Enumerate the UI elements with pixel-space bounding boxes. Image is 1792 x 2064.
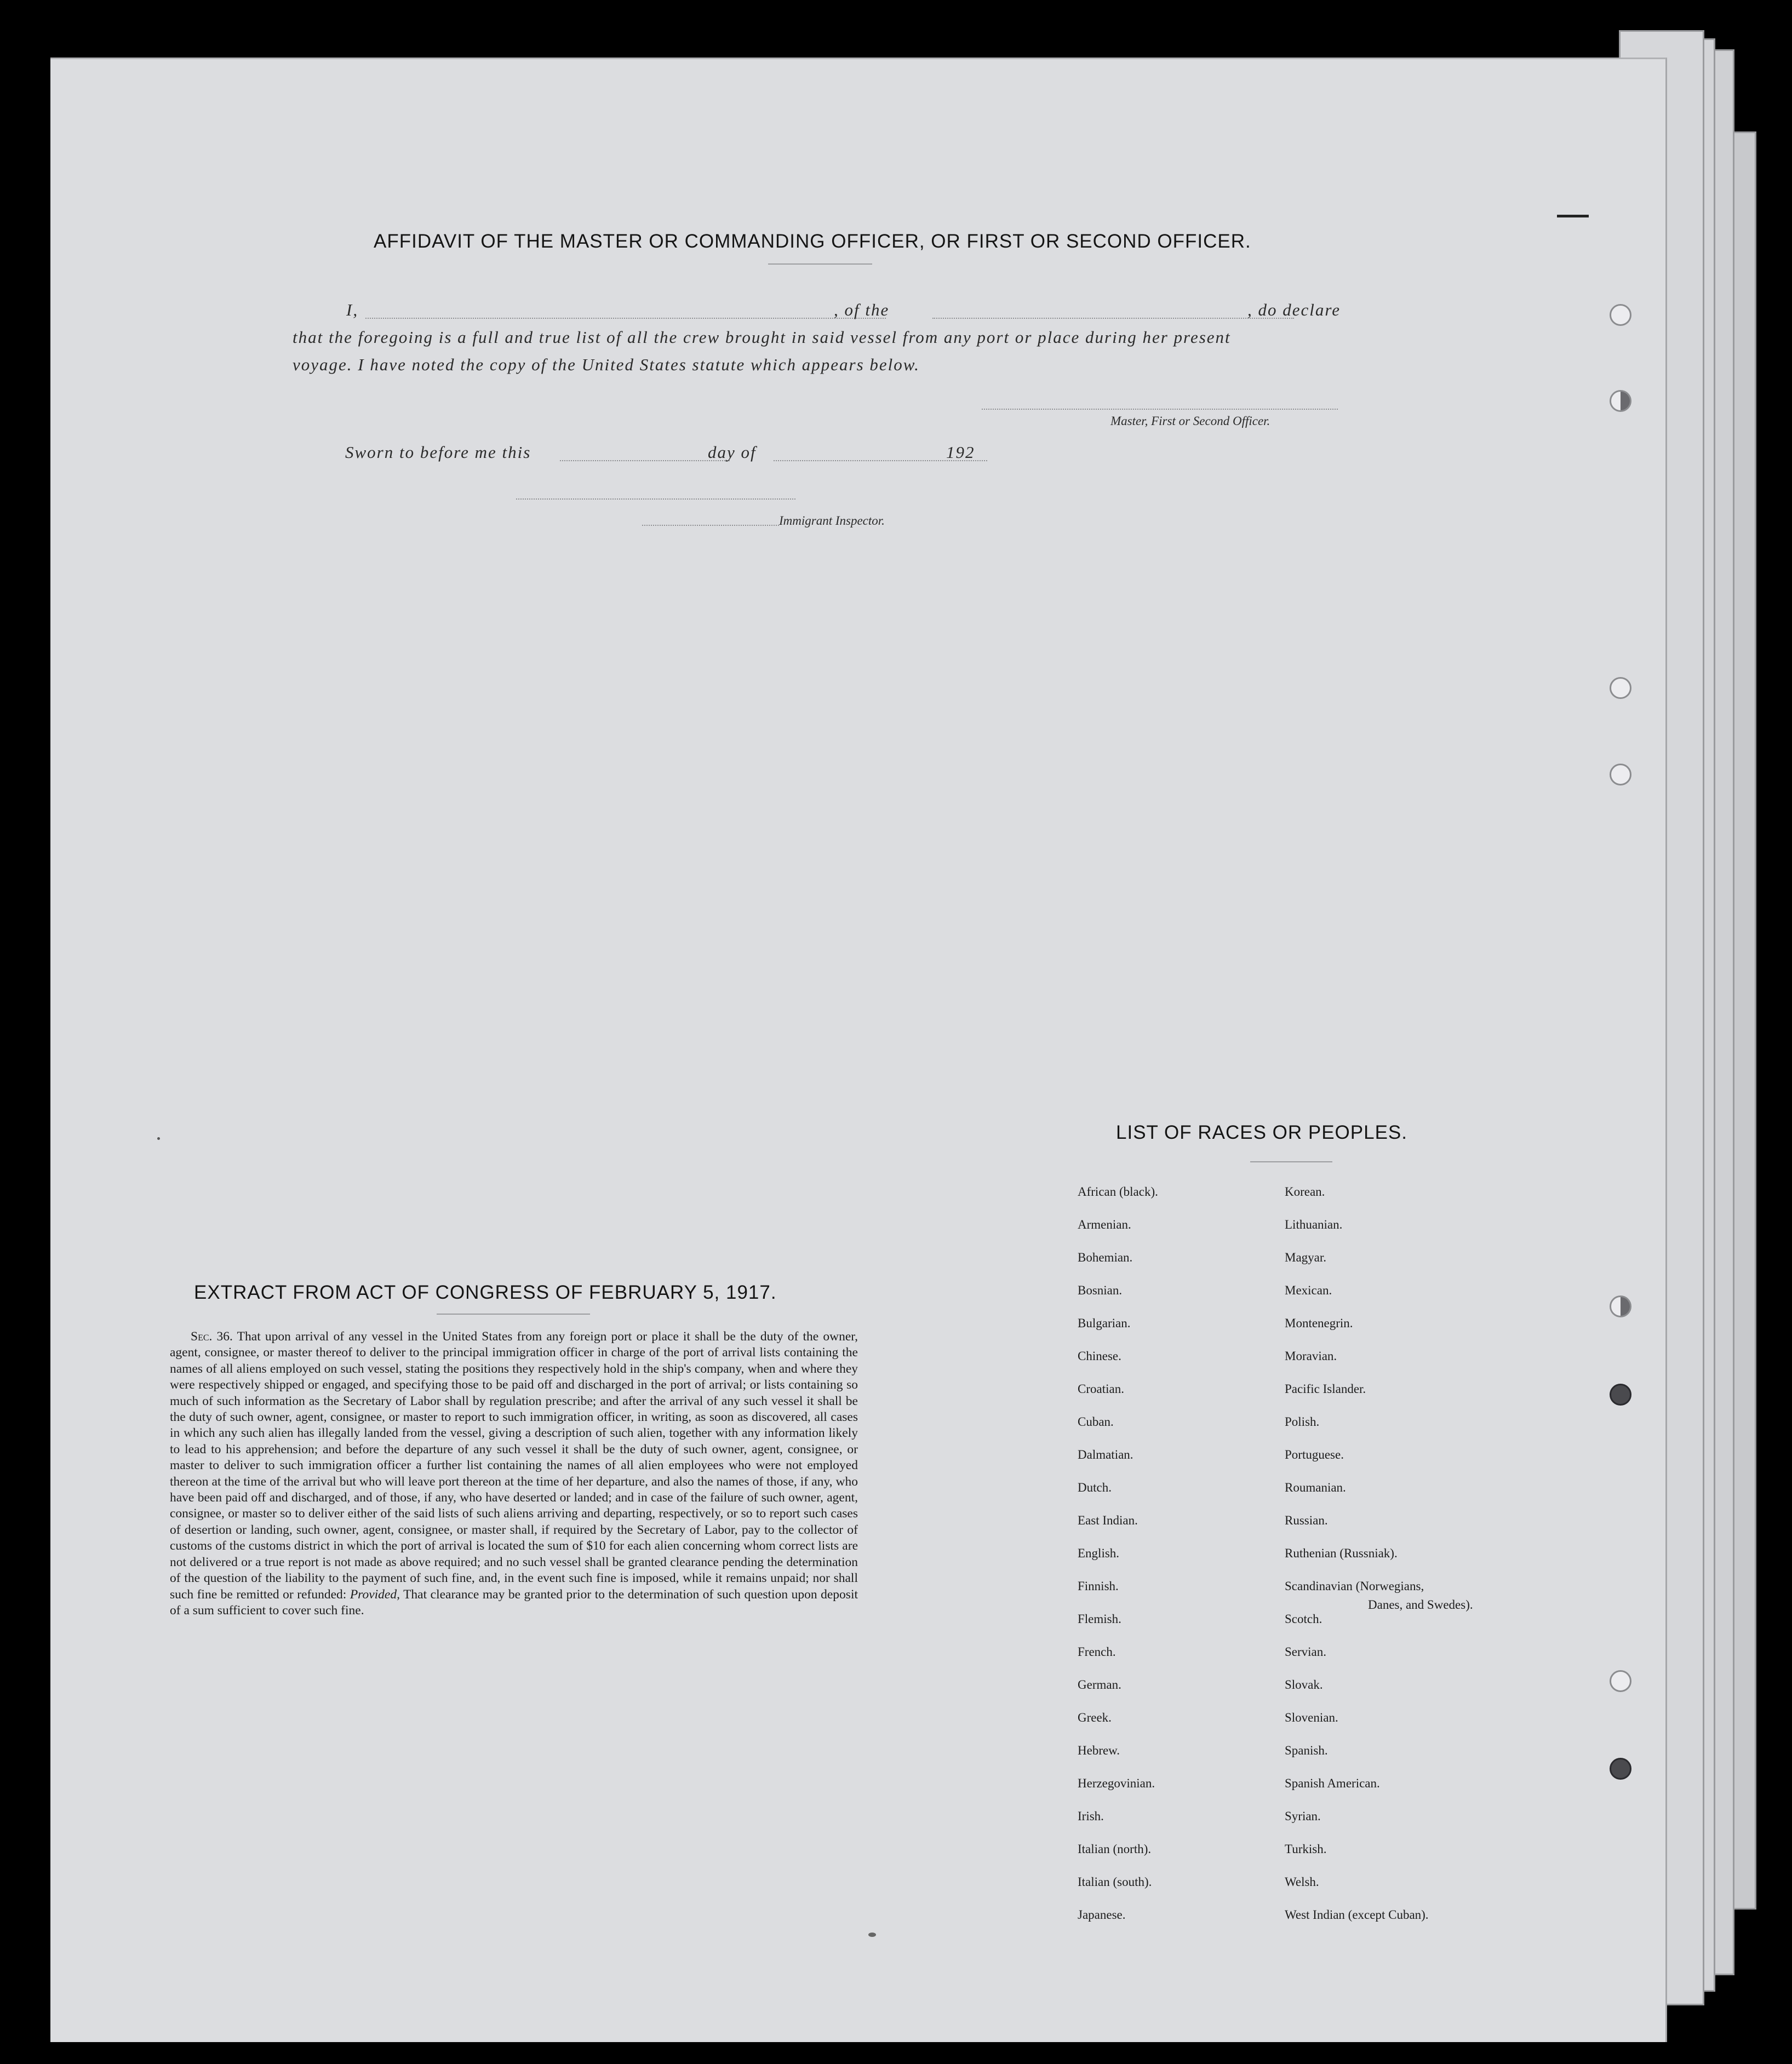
statute-body-a: That upon arrival of any vessel in the United States from any foreign port or place it shall be the duty of the owner, agent, consignee, or master thereof to deliver to the principal immigration officer in charge of the port of arrival lists containing the names of all aliens employed on such vessel, stating the positions they respectively hold in the ship's company, when and where they were respectively shipped or engaged, and specifying those to be paid off and discharged in the port of arrival; or lists containing so much of such information as the Secretary of Labor shall by regulation prescribe; and after the arrival of any such vessel it shall be the duty of such owner, agent, consignee, or master to report to such immigration officer, in writing, as soon as discovered, all cases in which any such alien has illegally landed from the vessel, giving a description of such alien, together with any information likely to lead to his apprehension; and before the departure of any such vessel it shall be the duty of such owner, agent, consignee, or master to deliver to such immigration officer a further list containing the names of all alien employees who were not employed thereon at the time of the arrival but who will leave port thereon at the time of her departure, and also the names of those, if any, who have been paid off and discharged, and of those, if any, who have deserted or landed; and in case of the failure of such owner, agent, consignee, or master so to deliver either of the said lists of such aliens arriving and departing, respectively, or so to report such cases of desertion or landing, such owner, agent, consignee, or master shall, if required by the Secretary of Labor, pay to the collector of customs of the customs district in which the port of arrival is located the sum of $10 for each alien concerning whom correct lists are not delivered or a true report is not made as above required; and no such vessel shall be granted clearance pending the determination of the question of the liability to the payment of such fine, and, in the event such fine is imposed, while it remains unpaid; nor shall such fine be remitted or refunded:	[170, 1329, 858, 1602]
edge-mark	[1557, 215, 1589, 217]
race-item: Herzegovinian.	[1078, 1776, 1155, 1790]
race-item: Slovak.	[1285, 1678, 1323, 1692]
race-item: Scotch.	[1285, 1612, 1322, 1626]
affidavit-title: AFFIDAVIT OF THE MASTER OR COMMANDING OFFICER, OR FIRST OR SECOND OFFICER.	[374, 231, 1251, 252]
race-item: Italian (south).	[1078, 1875, 1152, 1889]
race-item: Dutch.	[1078, 1481, 1112, 1494]
race-item: Mexican.	[1285, 1283, 1332, 1297]
sworn-day-line	[560, 460, 730, 461]
race-item: Syrian.	[1285, 1809, 1321, 1823]
race-item: Korean.	[1285, 1185, 1325, 1199]
inspector-lead-line	[642, 525, 779, 526]
race-item: Slovenian.	[1285, 1711, 1338, 1724]
race-item: Polish.	[1285, 1415, 1320, 1429]
race-item: Finnish.	[1078, 1579, 1119, 1593]
sworn-day-of: day of	[708, 443, 757, 462]
race-item: Chinese.	[1078, 1349, 1121, 1363]
race-item: English.	[1078, 1546, 1120, 1560]
race-item: Lithuanian.	[1285, 1218, 1343, 1231]
race-item: Greek.	[1078, 1711, 1112, 1724]
race-item: Servian.	[1285, 1645, 1327, 1659]
race-item: Scandinavian (Norwegians,	[1285, 1579, 1424, 1593]
race-item: Magyar.	[1285, 1251, 1327, 1264]
speck	[157, 1137, 160, 1140]
binder-hole	[1610, 304, 1631, 326]
statute-body-b: That clearance may be granted prior to the determination of such question upon deposit of a sum sufficient to cover such fine.	[170, 1587, 858, 1618]
statute-text	[170, 1329, 858, 1619]
race-item-continuation: Danes, and Swedes).	[1368, 1598, 1473, 1612]
speck	[868, 1933, 876, 1937]
manifest-page	[50, 58, 1667, 2042]
race-item: Croatian.	[1078, 1382, 1124, 1396]
binder-hole	[1610, 764, 1631, 786]
race-item: Portuguese.	[1285, 1448, 1344, 1461]
race-item: East Indian.	[1078, 1513, 1138, 1527]
race-item: Montenegrin.	[1285, 1316, 1353, 1330]
race-item: Hebrew.	[1078, 1744, 1120, 1757]
inspector-label: Immigrant Inspector.	[779, 514, 885, 528]
sworn-year: 192	[946, 443, 975, 462]
race-item: Ruthenian (Russniak).	[1285, 1546, 1398, 1560]
master-label: Master, First or Second Officer.	[1110, 414, 1270, 428]
race-item: German.	[1078, 1678, 1121, 1692]
race-item: Flemish.	[1078, 1612, 1121, 1626]
race-item: Cuban.	[1078, 1415, 1114, 1429]
binder-hole	[1610, 1758, 1631, 1780]
declaration-mid: , of the	[834, 300, 890, 319]
section-label: Sec. 36.	[191, 1329, 233, 1344]
race-item: Spanish American.	[1285, 1776, 1380, 1790]
master-signature-line	[982, 409, 1338, 410]
declaration-end: , do declare	[1247, 300, 1341, 319]
race-item: African (black).	[1078, 1185, 1158, 1199]
race-item: Welsh.	[1285, 1875, 1319, 1889]
extract-rule	[437, 1314, 590, 1315]
binder-hole	[1610, 677, 1631, 699]
binder-hole	[1610, 1670, 1631, 1692]
race-item: West Indian (except Cuban).	[1285, 1908, 1429, 1922]
extract-title: EXTRACT FROM ACT OF CONGRESS OF FEBRUARY 5, 1917.	[194, 1282, 777, 1303]
race-item: Japanese.	[1078, 1908, 1126, 1922]
race-item: Russian.	[1285, 1513, 1328, 1527]
race-item: Armenian.	[1078, 1218, 1131, 1231]
race-item: Italian (north).	[1078, 1842, 1152, 1856]
declaration-line-3: voyage. I have noted the copy of the United States statute which appears below.	[293, 355, 920, 374]
race-item: Roumanian.	[1285, 1481, 1346, 1494]
inspector-signature-line	[516, 498, 795, 500]
provided-word: Provided,	[350, 1587, 400, 1602]
name-blank-line	[365, 318, 886, 319]
vessel-blank-line	[932, 318, 1294, 319]
race-item: Dalmatian.	[1078, 1448, 1133, 1461]
race-item: Bulgarian.	[1078, 1316, 1131, 1330]
binder-hole	[1610, 390, 1631, 412]
races-title: LIST OF RACES OR PEOPLES.	[1116, 1122, 1408, 1143]
race-item: Moravian.	[1285, 1349, 1337, 1363]
race-item: Irish.	[1078, 1809, 1104, 1823]
binder-hole	[1610, 1384, 1631, 1406]
sworn-prefix: Sworn to before me this	[345, 443, 531, 462]
declaration-line-2: that the foregoing is a full and true list of all the crew brought in said vessel from any port or place during her present	[293, 328, 1231, 347]
race-item: French.	[1078, 1645, 1116, 1659]
races-rule	[1250, 1161, 1332, 1162]
race-item: Bosnian.	[1078, 1283, 1123, 1297]
title-rule	[768, 263, 872, 265]
race-item: Pacific Islander.	[1285, 1382, 1366, 1396]
binder-hole	[1610, 1295, 1631, 1317]
race-item: Spanish.	[1285, 1744, 1328, 1757]
race-item: Bohemian.	[1078, 1251, 1133, 1264]
race-item: Turkish.	[1285, 1842, 1327, 1856]
declaration-start: I,	[346, 300, 359, 319]
